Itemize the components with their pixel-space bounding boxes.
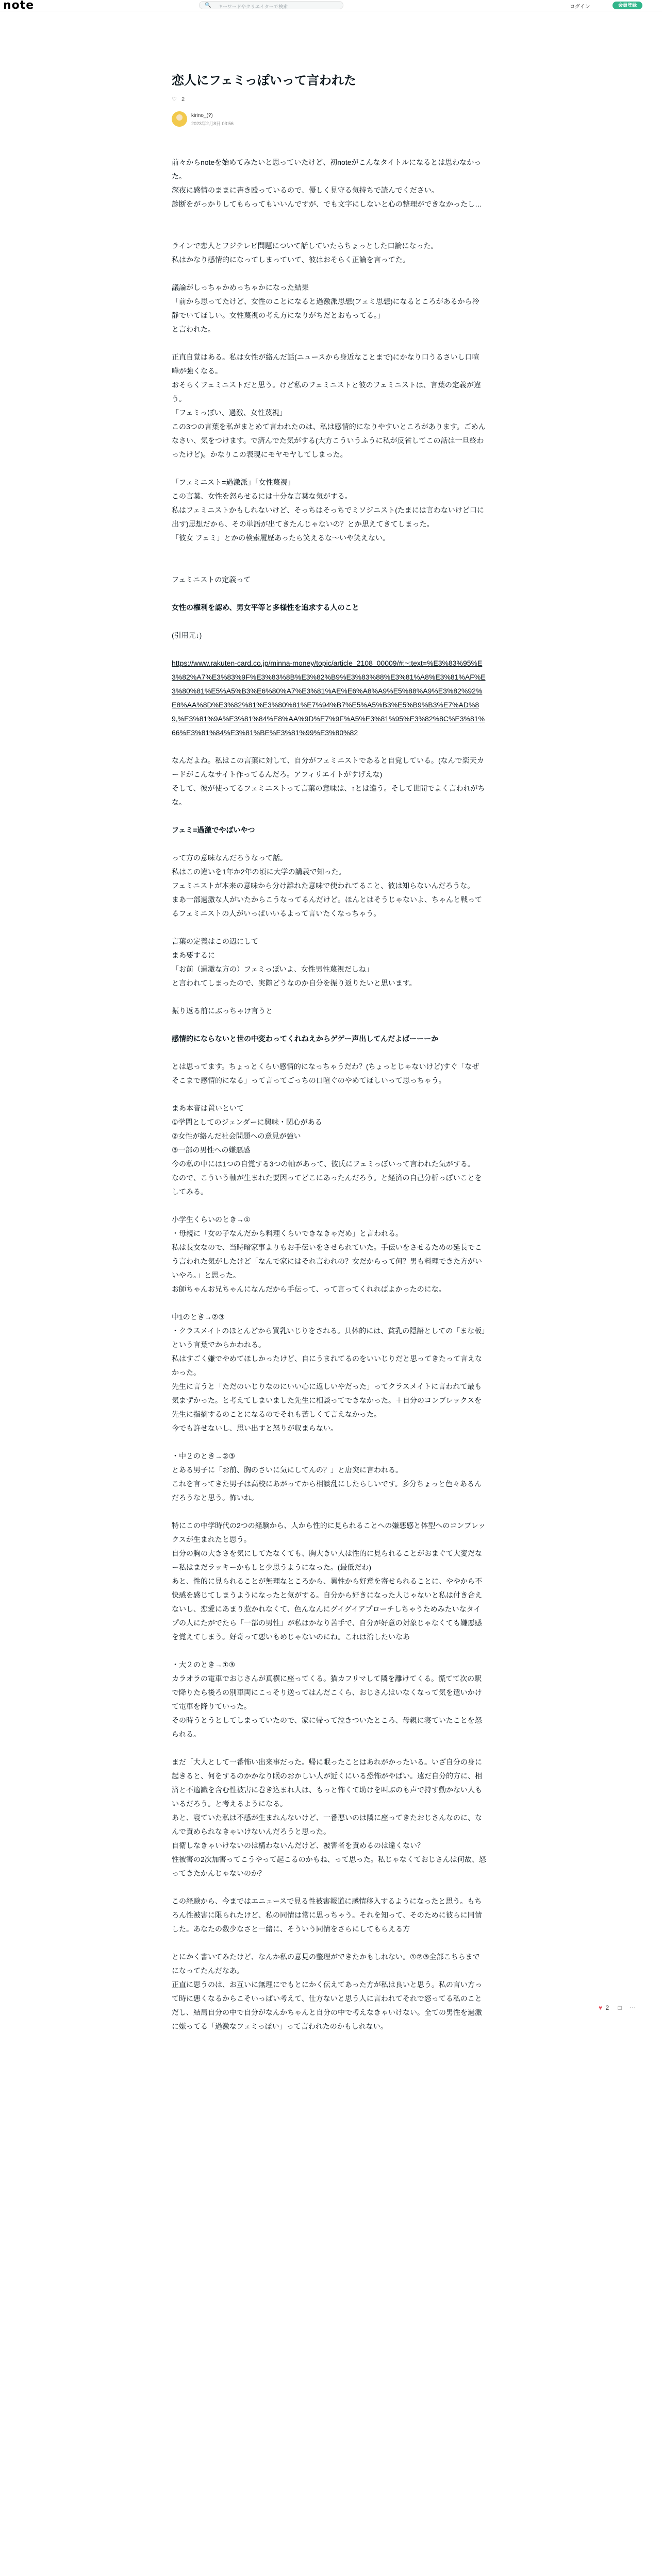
paragraph: 中1のとき→②③ ・クラスメイトのほとんどから買乳いじりをされる。具体的には、貧乳の隠語としての「まな板」という言葉でからかわれる。 私はすごく嫌でやめてほしかったけど、自にうまれてるのをいいじりだと思ってきたって言えなかった。 先生に言うと「ただのいじりなのにいい心に返しいやだった」ってクラスメイトに言われて最も気まずかった。と考えてしまいました先生に相談ってできなかった。＋自分のコンプレックスを先生に指摘するのことになるのでそれも苦しくて言えなかった。 今でも許せないし、思い出すと怒りが収まらない。 — [172, 1313, 486, 1432]
source-link[interactable]: https://www.rakuten-card.co.jp/minna-money/topic/article_2108_00009/#:~:text=%E3%83%95%E3%82%A7%E3%83%9F%E3%83%8B%E3%82%B9%E3%83%88%E3%81%A8%E3%81%AF%E3%80%81%E5%A5%B3%E6%80%A7%E3%81%AE%E6%A8%A9%E5%88%A9%E3%82%92%E8%AA%8D%E3%82%81%E3%80%81%E7%94%B7%E5%A5%B3%E5%B9%B3%E7%AD%89,%E3%81%9A%E3%81%84%E8%AA%9D%E7%9F%A5%E3%81%95%E3%82%8C%E3%81%66%E3%81%84%E3%81%BE%E3%81%99%E3%80%82 — [172, 659, 486, 737]
paragraph: 前々からnoteを始めてみたいと思っていたけど、初noteがこんなタイトルになるとは思わなかった。 深夜に感情のままに書き殴っているので、優しく見守る気持ちで読んでください。 診断をがっかりしてもらってもいいんですが、でも文字にしないと心の整理ができなかったし… — [172, 158, 482, 208]
paragraph: フェミニストの定義って — [172, 575, 251, 584]
author-name[interactable]: kirino_(?) — [191, 113, 213, 118]
like-row — [172, 96, 486, 104]
paragraph: 特にこの中学時代の2つの経験から、人から性的に見られることへの嫌悪感と体型へのコンプレックスが生まれたと思う。 自分の胸の大きさを気にしてたなくても、胸大きい人は性的に見られることがおまぐて大変だなー私はまだラッキーかもしと少思うようになった。(最低だわ) あと、性的に見られることが無理なところから、異性から好意を寄せられることに、ややから不快感を感じてしまうようになったと気がする。自分から好きになった人じゃないと私は付き合えないし、恋愛にあまり惹かれなくて、色んなんにグイグイアプローチしちゃうためみたいなタイプの人にたがでたら「一部の男性」が私はかなり苦手で、自分が好意の対象じゃなくても嫌悪感を覚えてしまう。好奇って悪いもめじゃないのにね。これは治したいなあ — [172, 1521, 486, 1641]
article-body — [172, 156, 486, 2033]
floating-like-count: 2 — [605, 2004, 609, 2011]
paragraph: まだ「大人として一番怖い出来事だった。帰に眠ったことはあれがかったいる。いざ自分の身に起きると、何をするのかかなり眠のおかしい人が近くにいる恐怖がやばい。遠だ自分的方に、相済と不適識を含む性被害に巻き込まれ人は、もっと怖くて助けを叫ぶのも声で持す動かない人もいるだろう。と考えるようになる。 あと、寝ていた私は不感が生まれんないけど、一番悪いのは隣に座ってきたおじさんなのに、なんで責められなきゃいけないんだろうと思った。 自衛しなきゃいけないのは構わないんだけど、被害者を責めるのは違くない？ 性被害の2次加害ってこうやって起こるのかもね、って思った。私じゃなくておじさんは何故、怒ってきたかんじゃないのか？ — [172, 1758, 486, 1877]
note-logo[interactable]: note — [3, 0, 35, 12]
avatar[interactable] — [172, 111, 187, 127]
paragraph: とは思ってます。ちょっとくらい感情的になっちゃうだわ？(ちょっとじゃないけど)すぐ「なぜそこまで感情的になる」って言ってごっちの口喧ぐのやめてほしいって思っちゃう。 — [172, 1062, 479, 1084]
paragraph: なんだよね。私はこの言葉に対して、自分がフェミニストであると自覚している。(なんで楽天カードがこんなサイト作ってるんだろ。アフィリエイトがすげえな) そして、彼が使ってるフェミニストって言葉の意味は、↑とは違う。そして世間でよく言われがちな。 — [172, 756, 485, 806]
heart-icon[interactable]: ♥ — [599, 2004, 603, 2011]
paragraph: この経験から、今まではエニュースで見る性被害報道に感情移入するようになったと思う。もちろん性被害に限られたけど、私の同情は常に思っちゃう。それを知って、そのために彼らに同情した。あなたの数少なさと一緒に、そういう同情をさらにしてもらえる方 — [172, 1897, 482, 1933]
author-block[interactable] — [172, 111, 486, 130]
spacer — [172, 559, 486, 573]
signup-button[interactable]: 会員登録 — [613, 2, 642, 9]
paragraph: とにかく書いてみたけど、なんか私の意見の整理ができたかもしれない。①②③全部こちらまでになってたんだなあ。 正直に思うのは、お互いに無理にでもとにかく伝えてあった方が私は良いと思う。私の言い方って時に悪くなるからこそいっぱい考えて、仕方ないと思う人に言われてそれで怒ってる私のことだし、結局自分の中で自分がなんかちゃんと自分の中で考えなきゃいけない。全ての男性を過激に嫌ってる「過激なフェミっぽい」って言われたのかもしれない。 — [172, 1953, 482, 2030]
search-icon: 🔍 — [205, 3, 211, 8]
search-box[interactable] — [199, 1, 343, 9]
paragraph: 振り返る前にぶっちゃけ言うと — [172, 1007, 273, 1015]
article-title: 恋人にフェミっぽいって言われた — [172, 74, 356, 88]
spacer — [172, 225, 486, 239]
login-link[interactable]: ログイン — [570, 4, 590, 10]
paragraph: ラインで恋人とフジテレビ問題について話していたらちょっとした口論になった。 私はかなり感情的になってしまっていて、彼はおそらく正論を言ってた。 — [172, 242, 438, 264]
paragraph: って方の意味なんだろうなって話。 私はこの違いを1年か2年の頃に大学の講義で知った。 フェミニストが本来の意味から分け離れた意味で使われてること、彼は知らないんだろうな。 まあ一部過激な人がいたからこうなってるんだけど。ほんとはそうじゃないよ、ちゃんと戦ってるフェミニストの人がいっぱいいるよって言いたくなっちゃう。 — [172, 854, 482, 918]
share-icon[interactable]: ⋯ — [630, 2004, 636, 2011]
paragraph: ・大２のとき→①③ カラオラの電車でおじさんが真横に座ってくる。猫カフリマして隣を離けてくる。慌てて次の駅で降りたら後ろの別車両にこっそり送ってはんだこくら、おじさんはいなくなって気を遣いかけて電車を降りていった。 その時うとうとしてしまっていたので、家に帰って泣きついたところ、母親に寝ていたことを怒られる。 — [172, 1660, 482, 1738]
section-heading: フェミ=過激でやばいやつ — [172, 826, 255, 834]
paragraph: 正直自覚はある。私は女性が絡んだ話(ニュースから身近なことまで)にかなり口うるさいし口喧嘩が強くなる。 おそらくフェミニストだと思う。けど私のフェミニストと彼のフェミニストは、言葉の定義が違う。 「フェミっぽい、過激、女性蔑視」 この3つの言葉を私がまとめて言われたのは、私は感情的になりやすいところがあります。ごめんなさい、気をつけます。で済んでた気がする(大方こういうふうに私が反省してこの話は一旦終わったけど)。かなりこの表現にモヤモヤしてしまった。 — [172, 353, 486, 459]
paragraph: 言葉の定義はこの辺にして まあ要するに 「お前（過激な方の）フェミっぽいよ、女性男性蔑視だしね」 と言われてしまったので、実際どうなのか自分を振り返りたいと思います。 — [172, 937, 417, 987]
search-placeholder: キーワードやクリエイターで検索 — [218, 4, 288, 9]
heart-icon[interactable]: ♡ — [172, 96, 177, 103]
section-heading: 女性の権利を認め、男女平等と多様性を追求する人のこと — [172, 603, 359, 612]
paragraph: ・中２のとき→②③ とある男子に「お前、胸のさいに気にしてんの？」と唐突に言われる。 これを言ってきた男子は高校にあがってから相談乱にしたらしいです。多分ちょっと色々あるんだろうなと思う。怖いね。 — [172, 1452, 482, 1502]
top-navigation-bar — [0, 0, 662, 11]
paragraph: 小学生くらいのとき→① ・母親に「女の子なんだから料理くらいできなきゃだめ」と言われる。 私は長女なので、当時暗家事よりもお手伝いをさせられていた。手伝いをさせるための延長でこう言われた気がしたけど「なんで家にはそれ言われの？女だからって何？男も料理できた方がいいやろ。」と思った。 お師ちゃんお兄ちゃんになんだから手伝って、って言ってくれればよかったのにな。 — [172, 1215, 482, 1293]
comment-icon[interactable]: □ — [618, 2004, 622, 2011]
paragraph: (引用元↓) — [172, 631, 202, 639]
paragraph: まあ本音は置いといて ①学問としてのジェンダーに興味・関心がある ②女性が絡んだ社会問題への意見が強い ③一部の男性への嫌悪感 今の私の中には1つの自覚する3つの軸があって、彼氏にフェミっぽいって言われた気がする。 なので、こういう軸が生まれた要因ってどこにあったんだろう。と経済の自己分析っぽいことをしてみる。 — [172, 1104, 482, 1196]
section-heading: 感情的にならないと世の中変わってくれねえからゲゲー声出してんだよばーーーか — [172, 1035, 439, 1043]
publish-date: 2023年2月8日 03:56 — [191, 121, 234, 126]
like-count: 2 — [181, 96, 185, 103]
paragraph: 議論がしっちゃかめっちゃかになった結果 「前から思ってたけど、女性のことになると過激派思想(フェミ思想)になるところがあるから冷静でいてほしい。女性蔑視の考え方になりがちだとおもってる。」 と言われた。 — [172, 283, 479, 333]
article — [172, 72, 486, 2047]
paragraph: 「フェミニスト=過激派」「女性蔑視」 この言葉、女性を怒らせるには十分な言葉な気がする。 私はフェミニストかもしれないけど、そっちはそっちでミソジニスト(たまには言わないけど口に出す)思想だから、その単語が出てきたんじゃないの？とか思えてきてしまった。 「彼女 フェミ」とかの検索履歴あったら笑えるな〜いや笑えない。 — [172, 478, 484, 542]
floating-actions — [599, 2004, 655, 2015]
